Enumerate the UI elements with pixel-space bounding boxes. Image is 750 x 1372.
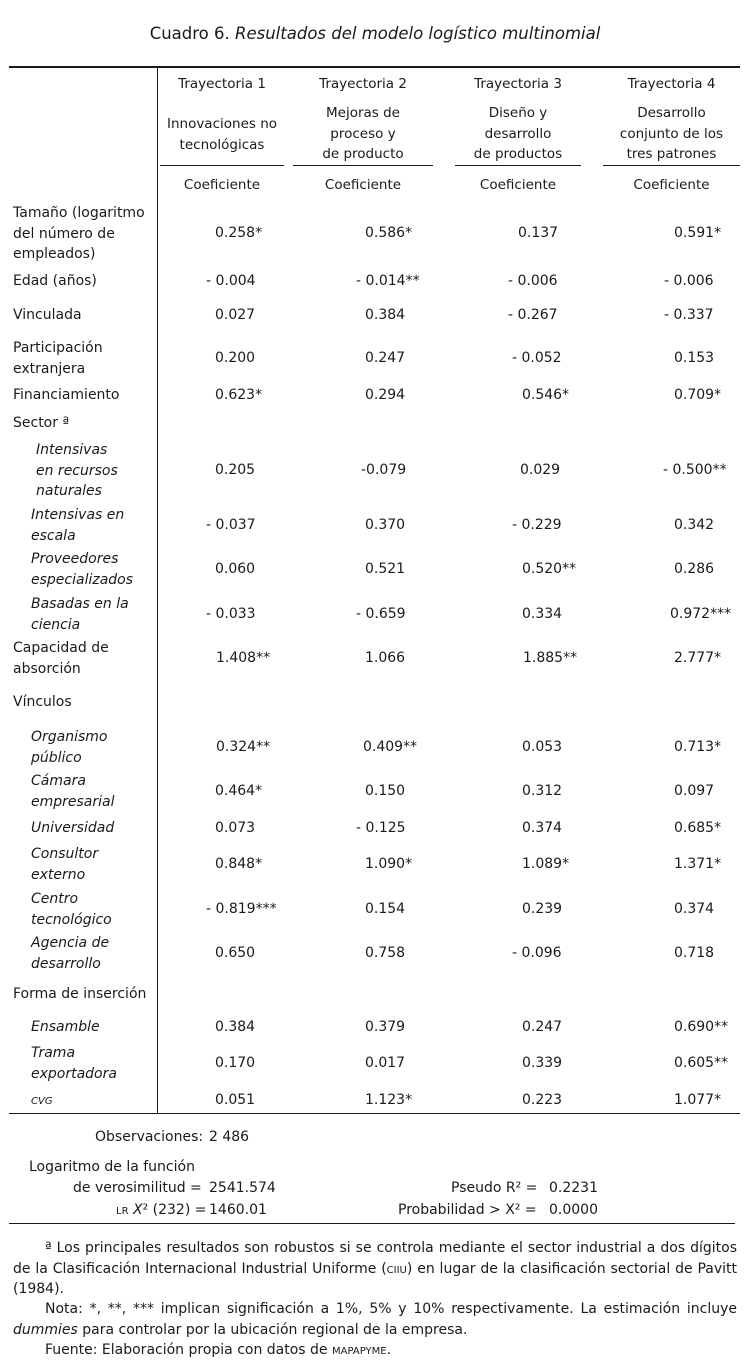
table-cell: 0.060 [215, 561, 256, 577]
lr-label-rest: ² (232) = [142, 1202, 207, 1218]
table-cell: 0.650 [215, 945, 256, 961]
table-cell: - 0.267 [508, 307, 558, 323]
row-label-centro [31, 889, 112, 930]
table-cell: 0.223 [522, 1092, 563, 1108]
table-cell: 0.374 [674, 901, 715, 917]
row-label-line: tecnológico [31, 911, 112, 928]
row-label-line: Cámara [31, 773, 86, 789]
row-label-line: público [31, 749, 82, 766]
row-label-line: ciencia [31, 616, 81, 633]
pseudo-r2-value: 0.2231 [549, 1180, 598, 1196]
table-cell: 0.370 [365, 517, 406, 533]
col1-trayectoria: Trayectoria 1 [178, 76, 266, 92]
col4-coef: Coeficiente [633, 177, 710, 193]
table-cell: 0.029 [520, 462, 561, 478]
observations-label: Observaciones: [95, 1129, 204, 1145]
table-cell: 2.777* [674, 650, 722, 666]
table-cell: 0.384 [365, 307, 406, 323]
table-cell: 0.154 [365, 901, 406, 917]
col2-underline [293, 165, 433, 166]
lr-value: 1460.01 [209, 1202, 267, 1218]
table-title-prefix: Cuadro 6. [149, 24, 230, 43]
table-cell: 0.521 [365, 561, 406, 577]
lr-label-x: X [132, 1202, 143, 1218]
table-cell: 0.200 [215, 350, 256, 366]
row-label-line: Consultor [31, 846, 99, 862]
row-label-universidad: Universidad [31, 820, 115, 836]
col2-trayectoria: Trayectoria 2 [319, 76, 407, 92]
pseudo-r2-label: Pseudo R² = [451, 1180, 538, 1196]
table-cell: 0.713* [674, 739, 722, 755]
row-label-line: Intensivas en [31, 507, 125, 523]
table-cell: 0.384 [215, 1019, 256, 1035]
row-label-line: Proveedores [31, 551, 119, 567]
loglik-value: 2541.574 [209, 1180, 276, 1196]
row-label-line: en recursos [36, 462, 118, 479]
row-label-financiamiento: Financiamiento [13, 387, 120, 403]
note-text-1: Nota: *, **, *** implican significación a 1%, 5% y 10% respectivamente. La estimación incluye [45, 1301, 737, 1317]
col4-desc [603, 103, 740, 165]
table-cell: - 0.229 [512, 517, 562, 533]
row-label-line: empresarial [31, 793, 115, 810]
table-cell: 0.247 [522, 1019, 563, 1035]
lr-label [116, 1200, 206, 1220]
col1-desc-line: tecnológicas [179, 136, 265, 153]
table-cell: 0.591* [674, 225, 722, 241]
table-cell: 0.097 [674, 783, 715, 799]
table-cell: 0.972*** [670, 606, 732, 622]
row-label-line: empleados) [13, 246, 96, 262]
note-paragraph [13, 1299, 737, 1340]
table-cell: 0.017 [365, 1055, 406, 1071]
table-cell: 0.379 [365, 1019, 406, 1035]
row-label-line: extranjera [13, 360, 86, 377]
probability-label: Probabilidad > X² = [398, 1202, 537, 1218]
footnote-a [13, 1238, 737, 1300]
row-label-ensamble: Ensamble [31, 1019, 100, 1035]
col4-desc-line: Desarrollo [637, 105, 706, 121]
table-cell: 0.051 [215, 1092, 256, 1108]
table-cell: - 0.006 [508, 273, 558, 289]
table-cell: 0.605** [674, 1055, 729, 1071]
table-cell: 0.205 [215, 462, 256, 478]
table-cell: 0.709* [674, 387, 722, 403]
table-cell: 1.123* [365, 1092, 413, 1108]
col3-trayectoria: Trayectoria 3 [474, 76, 562, 92]
table-cell: 0.409** [363, 739, 418, 755]
row-label-line: Intensivas [36, 442, 108, 458]
col3-desc-line: Diseño y [488, 105, 548, 121]
row-label-line: Tamaño (logaritmo [13, 205, 145, 221]
col2-coef: Coeficiente [324, 177, 402, 193]
lr-label-prefix: lr [116, 1202, 129, 1218]
table-cell: 0.546* [522, 387, 570, 403]
table-cell: 0.150 [365, 783, 406, 799]
col3-desc [455, 103, 581, 165]
row-label-line: especializados [31, 571, 134, 588]
row-label-line: escala [31, 527, 76, 544]
table-cell: 0.053 [522, 739, 563, 755]
table-cell: - 0.337 [664, 307, 714, 323]
row-label-line: Capacidad de [13, 640, 109, 656]
footnote-a-text-1: ª Los principales resultados son robustos si se controla mediante el sector industrial a dos dígitos de la Clasificación Internacional Industrial Uniforme ( [13, 1240, 737, 1277]
footnote-a-ciiu: ciiu [386, 1260, 407, 1277]
col3-desc-line: de productos [473, 146, 563, 162]
row-label-line: Basadas en la [31, 596, 129, 612]
col3-desc-line: desarrollo [484, 125, 552, 142]
col2-desc-line: proceso y [330, 125, 396, 142]
row-label-participacion [13, 338, 103, 379]
table-cell: - 0.096 [512, 945, 562, 961]
table-cell: 0.239 [522, 901, 563, 917]
table-cell: 0.339 [522, 1055, 563, 1071]
row-label-line: externo [31, 866, 86, 883]
row-label-intensivas-escala [31, 505, 124, 546]
row-label-agencia [31, 933, 109, 974]
table-cell: 0.073 [215, 820, 256, 836]
table-cell: 0.758 [365, 945, 406, 961]
col2-desc-line: Mejoras de [326, 105, 400, 121]
table-cell: - 0.006 [664, 273, 714, 289]
table-cell: - 0.014** [356, 273, 420, 289]
row-label-proveedores [31, 549, 133, 590]
table-cell: 0.258* [215, 225, 263, 241]
table-cell: 0.848* [215, 856, 263, 872]
table-cell: - 0.659 [356, 606, 406, 622]
table-cell: 0.286 [674, 561, 715, 577]
row-label-line: Agencia de [31, 935, 110, 951]
top-rule [9, 66, 740, 68]
row-label-consultor [31, 844, 98, 885]
table-cell: 0.685* [674, 820, 722, 836]
table-cell: - 0.819*** [206, 901, 277, 917]
table-cell: - 0.052 [512, 350, 562, 366]
table-cell: - 0.037 [206, 517, 256, 533]
row-label-camara [31, 771, 115, 812]
row-label-line: desarrollo [31, 955, 101, 972]
table-title [0, 24, 750, 43]
source-text-1: Fuente: Elaboración propia con datos de [45, 1342, 332, 1358]
table-cell: 0.137 [518, 225, 559, 241]
table-cell: 0.586* [365, 225, 413, 241]
row-label-intensivas-recursos [36, 440, 118, 502]
col3-underline [455, 165, 581, 166]
table-cell: 0.247 [365, 350, 406, 366]
col4-trayectoria: Trayectoria 4 [627, 76, 716, 92]
col1-desc-line: Innovaciones no [166, 116, 278, 132]
note-text-2: para controlar por la ubicación regional de la empresa. [77, 1321, 468, 1338]
row-label-cvg: cvg [31, 1092, 53, 1108]
stub-divider [157, 67, 158, 1113]
table-cell: 1.090* [365, 856, 413, 872]
table-cell: - 0.004 [206, 273, 256, 289]
table-cell: 0.312 [522, 783, 563, 799]
col1-desc [160, 114, 284, 155]
col4-underline [603, 165, 740, 166]
col1-underline [160, 165, 284, 166]
row-label-forma-insercion: Forma de inserción [13, 986, 147, 1002]
row-label-line: Centro [31, 891, 79, 907]
source-text-2: . [386, 1342, 392, 1358]
col2-desc-line: de producto [322, 146, 404, 162]
table-cell: 1.066 [365, 650, 406, 666]
probability-value: 0.0000 [549, 1202, 598, 1218]
table-cell: 0.324** [216, 739, 271, 755]
loglik-label-2: de verosimilitud = [73, 1180, 202, 1196]
table-bottom-rule [9, 1113, 740, 1114]
table-cell: 0.374 [522, 820, 563, 836]
table-cell: 0.690** [674, 1019, 729, 1035]
col4-desc-line: conjunto de los [619, 125, 724, 142]
table-cell: -0.079 [361, 462, 407, 478]
table-cell: 0.520** [522, 561, 577, 577]
loglik-label-1: Logaritmo de la función [29, 1159, 195, 1175]
row-label-line: Organismo [31, 729, 108, 745]
table-cell: - 0.033 [206, 606, 256, 622]
row-label-line: absorción [13, 660, 81, 677]
observations-value: 2 486 [209, 1129, 250, 1145]
row-label-tamano [13, 203, 145, 265]
source-paragraph [13, 1340, 737, 1361]
source-mapapyme: mapapyme [332, 1342, 387, 1358]
row-label-trama [31, 1043, 117, 1084]
row-label-edad: Edad (años) [13, 273, 97, 289]
table-cell: 0.027 [215, 307, 256, 323]
table-cell: 1.371* [674, 856, 722, 872]
footnote-a-text-2: ) en lugar de la clasificación sectorial de Pavitt (1984). [13, 1260, 737, 1297]
table-title-main: Resultados del modelo logístico multinomial [235, 24, 601, 43]
note-dummies: dummies [13, 1321, 78, 1338]
table-cell: 1.885** [523, 650, 578, 666]
row-label-capacidad [13, 638, 109, 679]
table-cell: 0.170 [215, 1055, 256, 1071]
table-cell: 0.464* [215, 783, 263, 799]
row-label-line: exportadora [31, 1065, 117, 1082]
table-cell: 0.153 [674, 350, 715, 366]
table-cell: - 0.500** [663, 462, 727, 478]
col3-coef: Coeficiente [479, 177, 557, 193]
row-label-organismo [31, 727, 108, 768]
col1-coef: Coeficiente [183, 177, 261, 193]
table-cell: 1.077* [674, 1092, 722, 1108]
table-cell: 1.089* [522, 856, 570, 872]
table-cell: 0.623* [215, 387, 263, 403]
table-cell: - 0.125 [356, 820, 406, 836]
row-label-line: del número de [13, 225, 115, 242]
table-cell: 0.718 [674, 945, 715, 961]
table-cell: 1.408** [216, 650, 271, 666]
row-label-basadas-ciencia [31, 594, 129, 635]
row-label-sector: Sector ª [13, 415, 70, 431]
table-cell: 0.334 [522, 606, 563, 622]
row-label-line: Trama [31, 1045, 76, 1061]
final-rule [9, 1223, 735, 1224]
row-label-line: Participación [13, 340, 103, 356]
table-cell: 0.342 [674, 517, 715, 533]
row-label-vinculos: Vínculos [13, 694, 72, 710]
row-label-line: naturales [36, 483, 102, 499]
col4-desc-line: tres patrones [626, 146, 717, 162]
row-label-vinculada: Vinculada [13, 307, 82, 323]
col2-desc [293, 103, 433, 165]
table-cell: 0.294 [365, 387, 406, 403]
